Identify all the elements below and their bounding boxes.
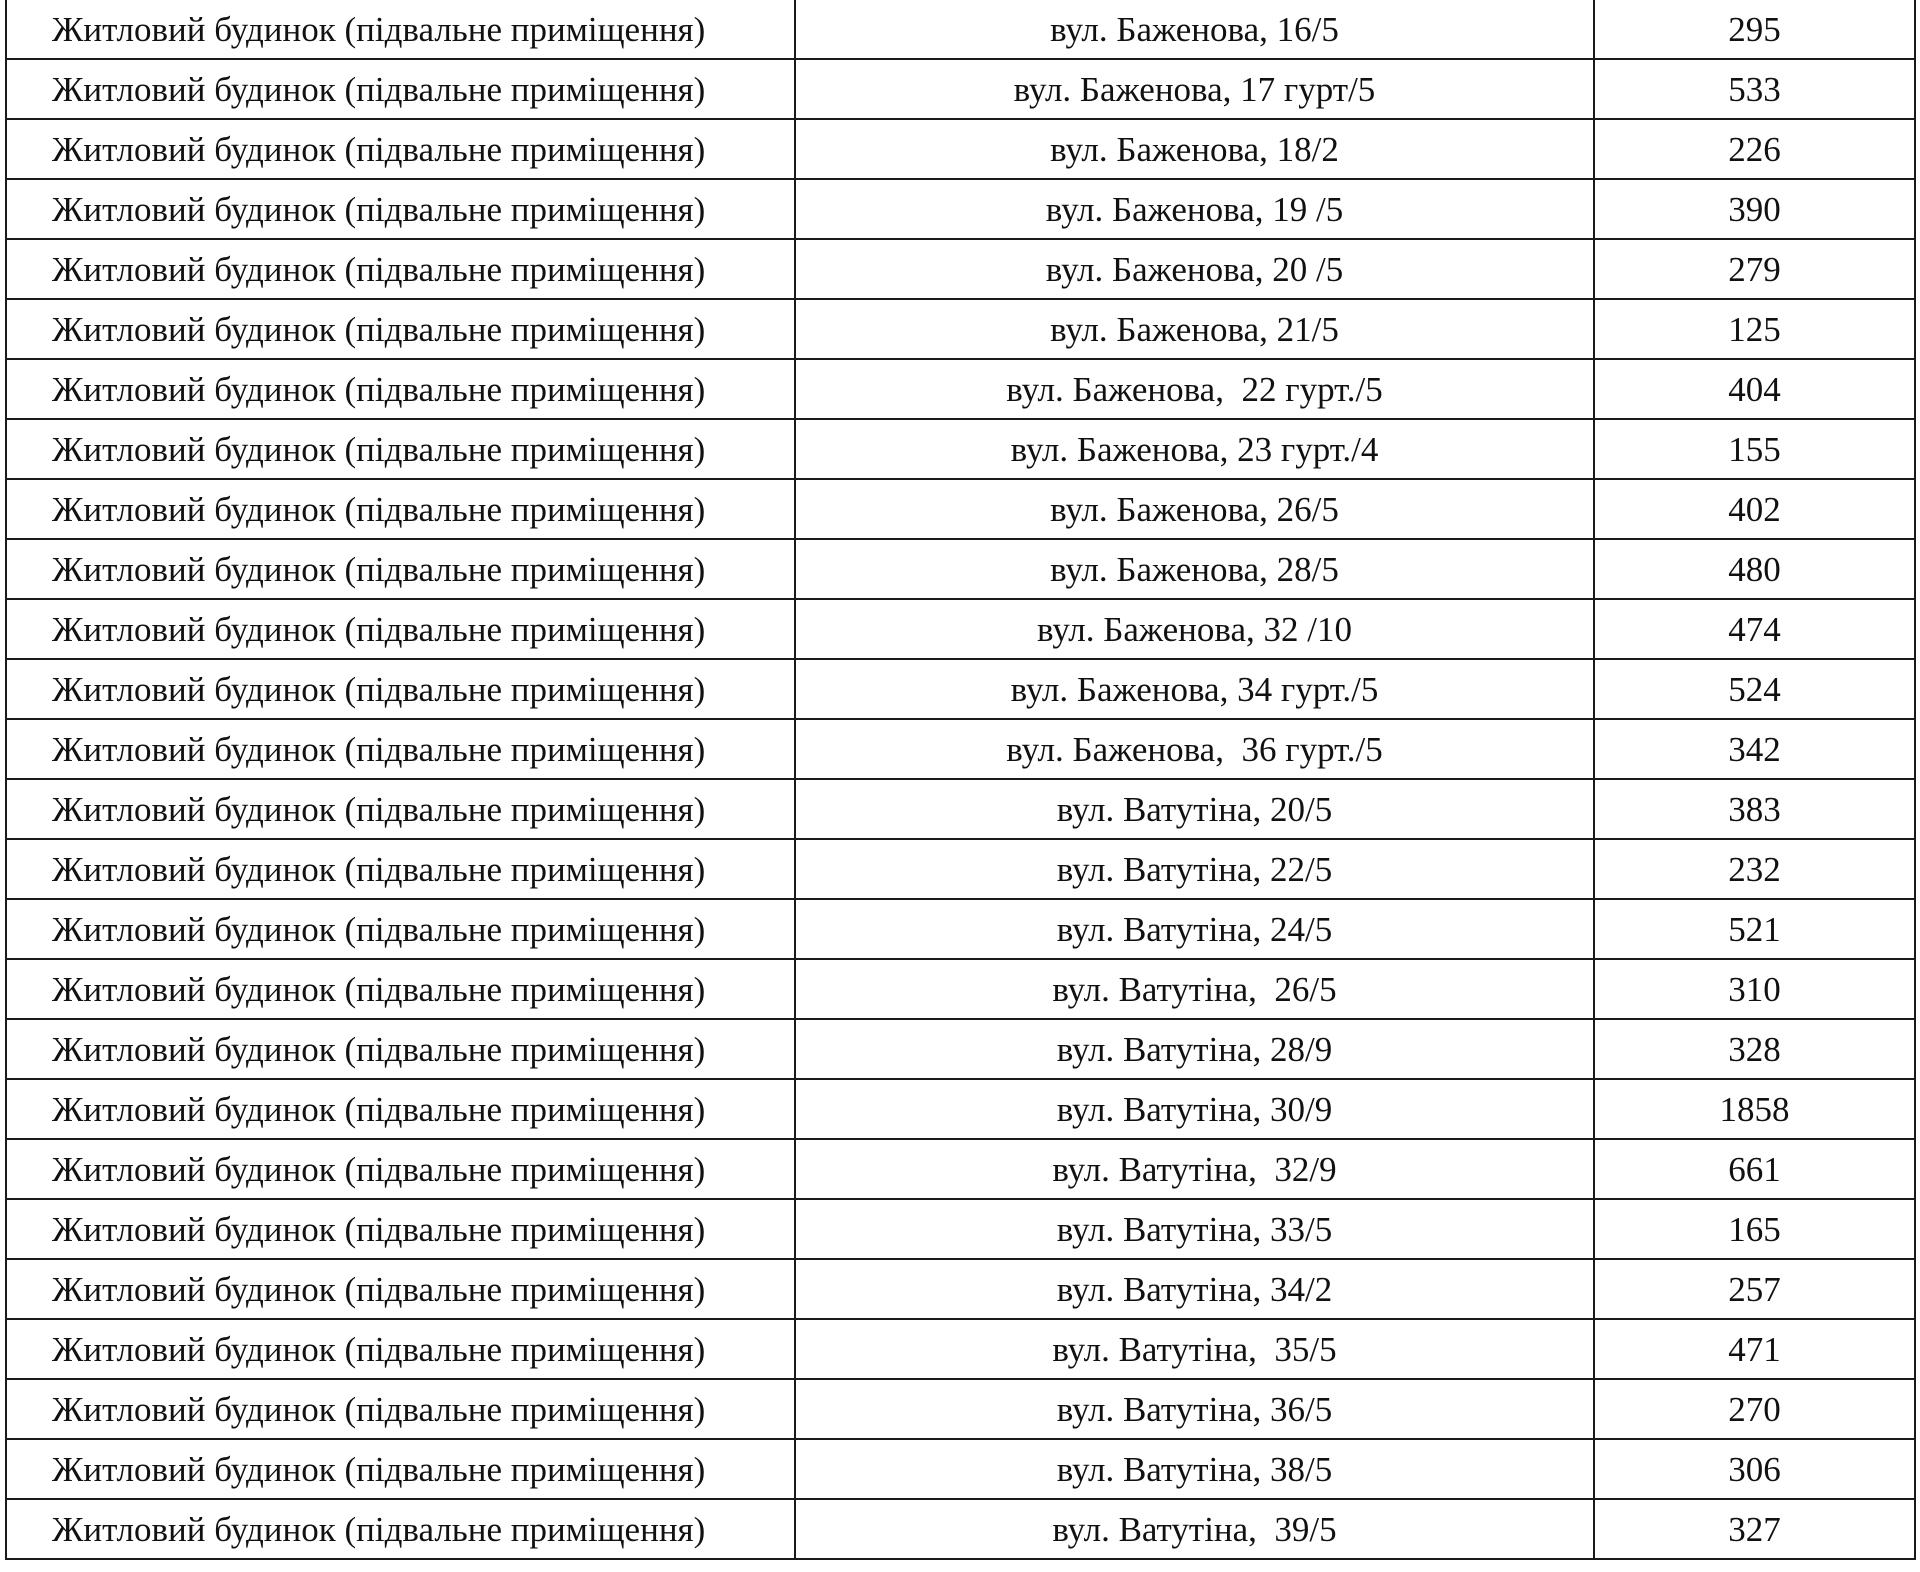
table-row [6,1439,1915,1499]
table-row [6,1079,1915,1139]
object-cell: Житловий будинок (підвальне приміщення) [6,1019,795,1079]
address-cell: вул. Ватутіна, 36/5 [795,1379,1594,1439]
object-cell: Житловий будинок (підвальне приміщення) [6,179,795,239]
address-cell: вул. Ватутіна, 30/9 [795,1079,1594,1139]
area-cell: 279 [1594,239,1915,299]
address-cell: вул. Ватутіна, 32/9 [795,1139,1594,1199]
address-cell: вул. Баженова, 23 гурт./4 [795,419,1594,479]
address-cell: вул. Баженова, 34 гурт./5 [795,659,1594,719]
object-cell: Житловий будинок (підвальне приміщення) [6,539,795,599]
area-cell: 480 [1594,539,1915,599]
address-cell: вул. Баженова, 26/5 [795,479,1594,539]
object-cell: Житловий будинок (підвальне приміщення) [6,839,795,899]
area-cell: 226 [1594,119,1915,179]
area-cell: 533 [1594,59,1915,119]
table-row [6,359,1915,419]
table-row [6,1319,1915,1379]
area-cell: 295 [1594,0,1915,59]
area-cell: 524 [1594,659,1915,719]
address-cell: вул. Баженова, 19 /5 [795,179,1594,239]
table-row [6,479,1915,539]
object-cell: Житловий будинок (підвальне приміщення) [6,719,795,779]
address-cell: вул. Ватутіна, 35/5 [795,1319,1594,1379]
table-row [6,239,1915,299]
table-row [6,59,1915,119]
area-cell: 390 [1594,179,1915,239]
address-cell: вул. Баженова, 28/5 [795,539,1594,599]
area-cell: 521 [1594,899,1915,959]
object-cell: Житловий будинок (підвальне приміщення) [6,1319,795,1379]
object-cell: Житловий будинок (підвальне приміщення) [6,1499,795,1559]
address-cell: вул. Баженова, 16/5 [795,0,1594,59]
table-body [6,0,1915,1559]
table-row [6,1019,1915,1079]
object-cell: Житловий будинок (підвальне приміщення) [6,659,795,719]
address-cell: вул. Ватутіна, 39/5 [795,1499,1594,1559]
object-cell: Житловий будинок (підвальне приміщення) [6,1139,795,1199]
area-cell: 383 [1594,779,1915,839]
address-cell: вул. Ватутіна, 26/5 [795,959,1594,1019]
object-cell: Житловий будинок (підвальне приміщення) [6,779,795,839]
area-cell: 327 [1594,1499,1915,1559]
table-row [6,539,1915,599]
area-cell: 155 [1594,419,1915,479]
table-row [6,599,1915,659]
area-cell: 310 [1594,959,1915,1019]
area-cell: 342 [1594,719,1915,779]
address-cell: вул. Баженова, 22 гурт./5 [795,359,1594,419]
table-row [6,1199,1915,1259]
object-cell: Житловий будинок (підвальне приміщення) [6,299,795,359]
address-cell: вул. Баженова, 18/2 [795,119,1594,179]
object-cell: Житловий будинок (підвальне приміщення) [6,59,795,119]
table-row [6,779,1915,839]
object-cell: Житловий будинок (підвальне приміщення) [6,599,795,659]
area-cell: 257 [1594,1259,1915,1319]
area-cell: 232 [1594,839,1915,899]
table-row [6,119,1915,179]
object-cell: Житловий будинок (підвальне приміщення) [6,359,795,419]
area-cell: 125 [1594,299,1915,359]
area-cell: 471 [1594,1319,1915,1379]
table-row [6,899,1915,959]
object-cell: Житловий будинок (підвальне приміщення) [6,1259,795,1319]
object-cell: Житловий будинок (підвальне приміщення) [6,1079,795,1139]
address-cell: вул. Ватутіна, 24/5 [795,899,1594,959]
table-row [6,1499,1915,1559]
object-cell: Житловий будинок (підвальне приміщення) [6,899,795,959]
address-cell: вул. Ватутіна, 33/5 [795,1199,1594,1259]
area-cell: 165 [1594,1199,1915,1259]
area-cell: 474 [1594,599,1915,659]
table-row [6,299,1915,359]
area-cell: 1858 [1594,1079,1915,1139]
address-cell: вул. Баженова, 36 гурт./5 [795,719,1594,779]
address-cell: вул. Баженова, 17 гурт/5 [795,59,1594,119]
object-cell: Житловий будинок (підвальне приміщення) [6,0,795,59]
area-cell: 404 [1594,359,1915,419]
table-row [6,839,1915,899]
area-cell: 402 [1594,479,1915,539]
table-row [6,179,1915,239]
shelter-table [5,0,1916,1560]
table-row [6,0,1915,59]
object-cell: Житловий будинок (підвальне приміщення) [6,959,795,1019]
address-cell: вул. Баженова, 20 /5 [795,239,1594,299]
table-row [6,659,1915,719]
table-row [6,719,1915,779]
table-row [6,1259,1915,1319]
object-cell: Житловий будинок (підвальне приміщення) [6,1439,795,1499]
object-cell: Житловий будинок (підвальне приміщення) [6,239,795,299]
address-cell: вул. Баженова, 21/5 [795,299,1594,359]
address-cell: вул. Ватутіна, 20/5 [795,779,1594,839]
table-row [6,959,1915,1019]
document-page [5,0,1910,1560]
address-cell: вул. Ватутіна, 38/5 [795,1439,1594,1499]
table-row [6,1379,1915,1439]
object-cell: Житловий будинок (підвальне приміщення) [6,1379,795,1439]
address-cell: вул. Ватутіна, 28/9 [795,1019,1594,1079]
area-cell: 328 [1594,1019,1915,1079]
object-cell: Житловий будинок (підвальне приміщення) [6,419,795,479]
table-row [6,1139,1915,1199]
address-cell: вул. Баженова, 32 /10 [795,599,1594,659]
object-cell: Житловий будинок (підвальне приміщення) [6,119,795,179]
object-cell: Житловий будинок (підвальне приміщення) [6,1199,795,1259]
object-cell: Житловий будинок (підвальне приміщення) [6,479,795,539]
area-cell: 270 [1594,1379,1915,1439]
address-cell: вул. Ватутіна, 22/5 [795,839,1594,899]
table-row [6,419,1915,479]
area-cell: 661 [1594,1139,1915,1199]
address-cell: вул. Ватутіна, 34/2 [795,1259,1594,1319]
area-cell: 306 [1594,1439,1915,1499]
